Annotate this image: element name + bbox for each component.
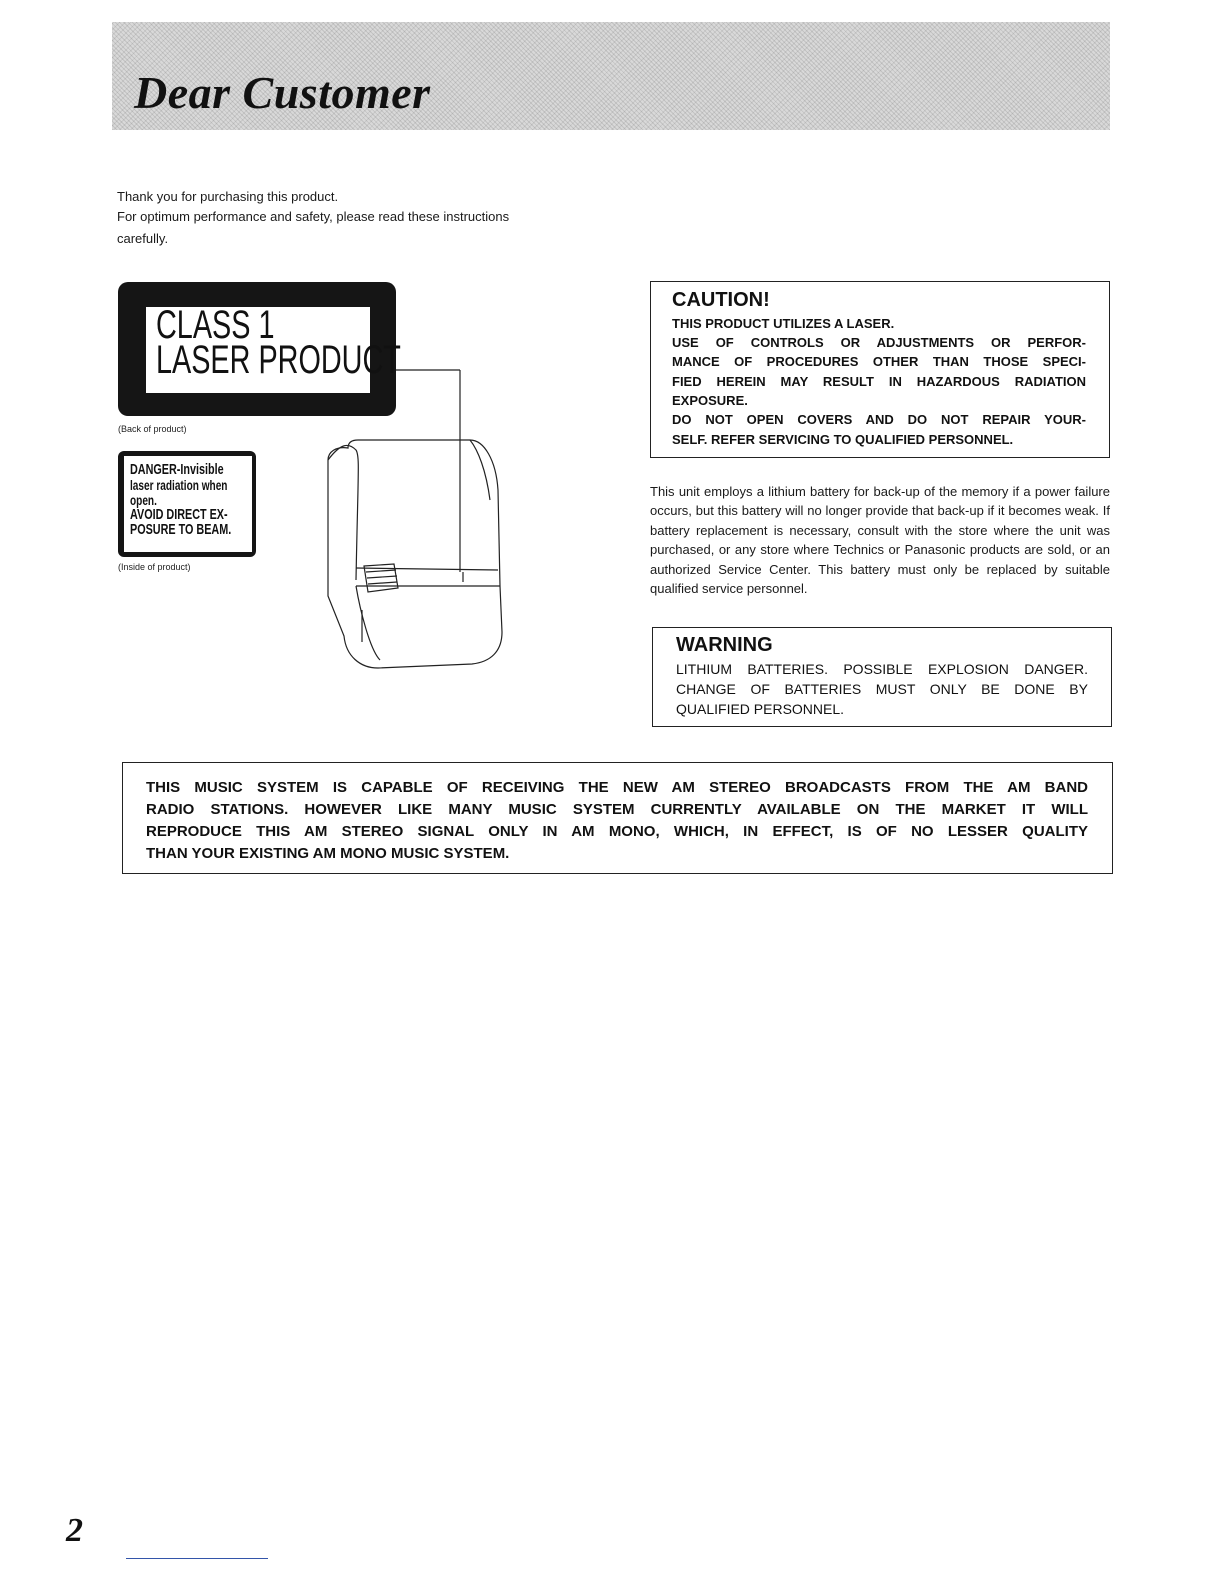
am-notice-line-2: RADIO STATIONS. HOWEVER LIKE MANY MUSIC SYSTEM CURRENTLY AVAILABLE ON THE MARKET IT WILL: [146, 801, 1088, 818]
caution-line-6: DO NOT OPEN COVERS AND DO NOT REPAIR YOUR-: [672, 412, 1086, 427]
caution-line-7: SELF. REFER SERVICING TO QUALIFIED PERSONNEL.: [672, 432, 1014, 447]
class1-label-line-1: CLASS 1: [156, 303, 275, 347]
inside-of-product-caption: (Inside of product): [118, 562, 191, 572]
danger-label-line-2: laser radiation when: [130, 477, 228, 493]
back-of-product-caption: (Back of product): [118, 424, 187, 434]
danger-label-line-4: AVOID DIRECT EX-: [130, 506, 228, 523]
intro-line-2: For optimum performance and safety, please read these instructions: [117, 209, 510, 224]
class1-label-line-2: LASER PRODUCT: [156, 338, 401, 382]
footer-rule: [126, 1558, 268, 1559]
danger-label-line-5: POSURE TO BEAM.: [130, 521, 232, 538]
warning-line-2: CHANGE OF BATTERIES MUST ONLY BE DONE BY: [676, 681, 1088, 697]
intro-line-1: Thank you for purchasing this product.: [117, 189, 339, 204]
warning-line-3: QUALIFIED PERSONNEL.: [676, 701, 845, 717]
am-notice-line-4: THAN YOUR EXISTING AM MONO MUSIC SYSTEM.: [146, 845, 510, 862]
danger-label-line-1: DANGER-Invisible: [130, 461, 224, 478]
warning-title: WARNING: [676, 634, 773, 656]
caution-line-2: USE OF CONTROLS OR ADJUSTMENTS OR PERFOR-: [672, 335, 1086, 350]
caution-line-4: FIED HEREIN MAY RESULT IN HAZARDOUS RADIATION: [672, 374, 1086, 389]
intro-line-3: carefully.: [117, 231, 169, 246]
caution-line-3: MANCE OF PROCEDURES OTHER THAN THOSE SPECI-: [672, 354, 1086, 369]
product-illustration: [300, 360, 520, 680]
am-notice-line-3: REPRODUCE THIS AM STEREO SIGNAL ONLY IN AM MONO, WHICH, IN EFFECT, IS OF NO LESSER QUALITY: [146, 823, 1088, 840]
danger-label-line-3: open.: [130, 492, 157, 508]
battery-notice-paragraph: This unit employs a lithium battery for back-up of the memory if a power failure occurs, but this battery will no longer provide that back-up if it becomes weak. If battery replacement is necessary, consult with the store where the unit was purchased, or any store where Technics or Panasonic products are sold, or an authorized Service Center. This battery must only be replaced by suitable qualified service personnel.: [650, 484, 1110, 597]
page-title: Dear Customer: [134, 67, 431, 118]
caution-line-5: EXPOSURE.: [672, 393, 748, 408]
caution-line-1: THIS PRODUCT UTILIZES A LASER.: [672, 316, 895, 331]
page-number: 2: [66, 1512, 83, 1549]
caution-title: CAUTION!: [672, 289, 770, 311]
warning-line-1: LITHIUM BATTERIES. POSSIBLE EXPLOSION DANGER.: [676, 661, 1088, 677]
am-notice-line-1: THIS MUSIC SYSTEM IS CAPABLE OF RECEIVING THE NEW AM STEREO BROADCASTS FROM THE AM BAND: [146, 779, 1088, 796]
